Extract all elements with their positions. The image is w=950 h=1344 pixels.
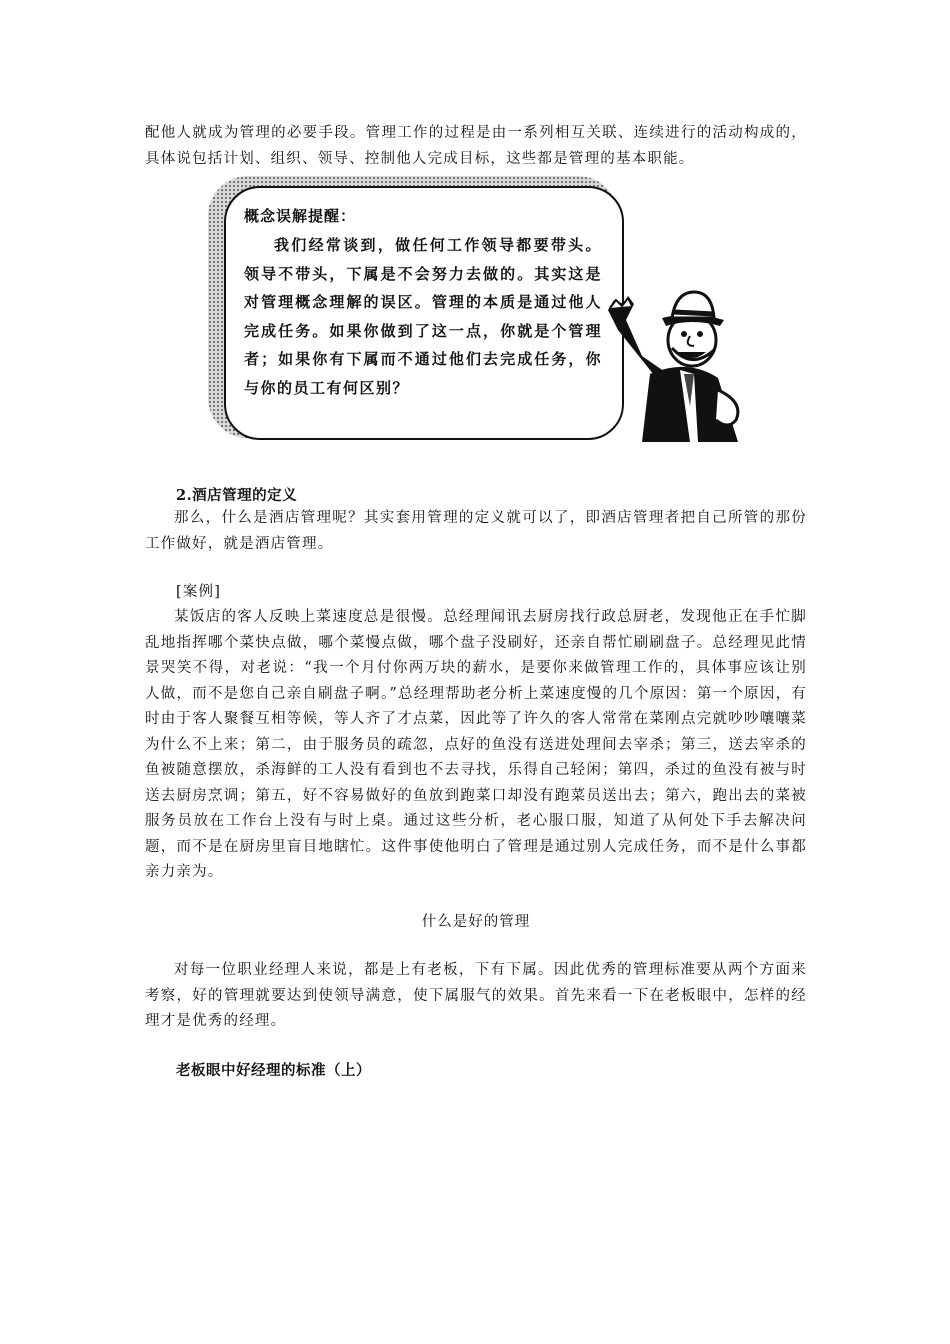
manager-cartoon-icon: [598, 270, 748, 442]
section-heading-hotel-management: 2.酒店管理的定义: [176, 487, 298, 504]
good-management-paragraph: 对每一位职业经理人来说，都是上有老板，下有下属。因此优秀的管理标准要从两个方面来考察，好的管理就要达到使领导满意，使下属服气的效果。首先来看一下在老板眼中，怎样的经理才是优秀的经理。: [145, 962, 807, 1029]
good-management-title: 什么是好的管理: [421, 914, 531, 930]
intro-paragraph: 配他人就成为管理的必要手段。管理工作的过程是由一系列相互关联、连续进行的活动构成的，具体说包括计划、组织、领导、控制他人完成目标，这些都是管理的基本职能。: [145, 125, 807, 167]
case-label: [案例]: [176, 584, 222, 600]
case-paragraph: 某饭店的客人反映上菜速度总是很慢。总经理闻讯去厨房找行政总厨老，发现他正在手忙脚乱地指挥哪个菜快点做，哪个菜慢点做，哪个盘子没刷好，还亲自帮忙刷刷盘子。总经理见此情景哭笑不得，对老说：“我一个月付你两万块的薪水，是要你来做管理工作的，具体事应该让别人做，而不是您自己亲自刷盘子啊。”总经理帮助老分析上菜速度慢的几个原因：第一个原因，有时由于客人聚餐互相等候，等人齐了才点菜，因此等了许久的客人常常在菜刚点完就吵吵嚷嚷菜为什么不上来；第二，由于服务员的疏忽，点好的鱼没有送进处理间去宰杀；第三，送去宰杀的鱼被随意摆放，杀海鲜的工人没有看到也不去寻找，乐得自己轻闲；第四，杀过的鱼没有被与时送去厨房烹调；第五，好不容易做好的鱼放到跑菜口却没有跑菜员送出去；第六，跑出去的菜被服务员放在工作台上没有与时上桌。通过这些分析，老心服口服，知道了从何处下手去解决问题，而不是在厨房里盲目地瞎忙。这件事使他明白了管理是通过别人完成任务，而不是什么事都亲力亲为。: [145, 609, 807, 880]
callout-body: 我们经常谈到，做任何工作领导都要带头。领导不带头，下属是不会努力去做的。其实这是对管理概念理解的误区。管理的本质是通过他人完成任务。如果你做到了这一点，你就是个管理者；如果你有下属而不通过他们去完成任务，你与你的员工有何区别？: [244, 236, 602, 397]
hotel-management-paragraph: 那么，什么是酒店管理呢？其实套用管理的定义就可以了，即酒店管理者把自己所管的那份工作做好，就是酒店管理。: [145, 510, 807, 552]
boss-standard-heading: 老板眼中好经理的标准（上）: [176, 1062, 371, 1079]
callout-title: 概念误解提醒：: [244, 207, 357, 225]
